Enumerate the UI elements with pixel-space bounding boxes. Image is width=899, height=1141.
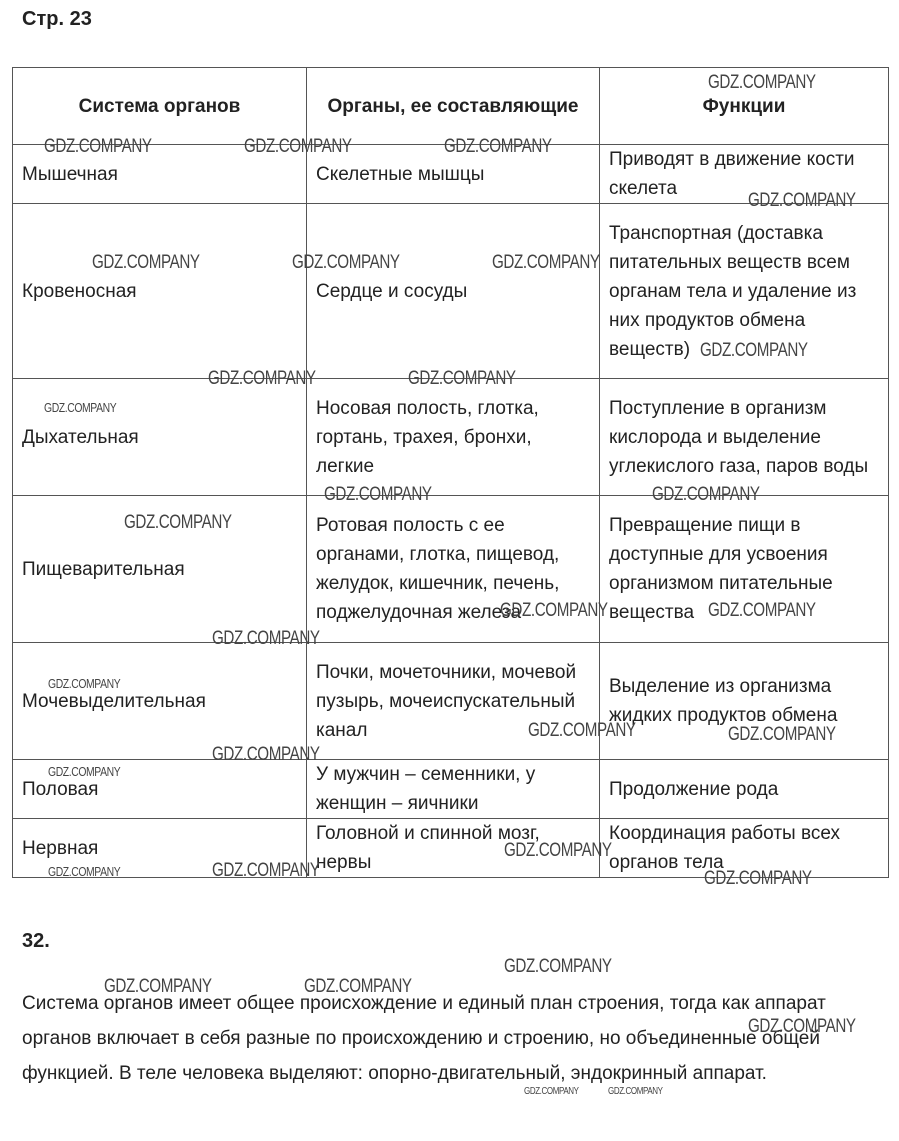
table-row	[13, 496, 889, 643]
watermark: GDZ.COMPANY	[48, 676, 121, 691]
watermark: GDZ.COMPANY	[700, 340, 808, 361]
functions-cell: Продолжение рода	[600, 760, 889, 819]
watermark: GDZ.COMPANY	[208, 368, 316, 389]
watermark: GDZ.COMPANY	[324, 484, 432, 505]
watermark: GDZ.COMPANY	[304, 976, 412, 997]
organs-cell: Скелетные мышцы	[307, 145, 600, 204]
watermark: GDZ.COMPANY	[748, 190, 856, 211]
watermark: GDZ.COMPANY	[504, 840, 612, 861]
functions-cell: Выделение из организма жидких продуктов обмена	[600, 643, 889, 760]
watermark: GDZ.COMPANY	[524, 1086, 579, 1097]
watermark: GDZ.COMPANY	[608, 1086, 663, 1097]
watermark: GDZ.COMPANY	[212, 628, 320, 649]
watermark: GDZ.COMPANY	[528, 720, 636, 741]
table-row	[13, 145, 889, 204]
table-row	[13, 643, 889, 760]
watermark: GDZ.COMPANY	[104, 976, 212, 997]
watermark: GDZ.COMPANY	[44, 136, 152, 157]
organ-systems-table	[12, 67, 889, 878]
organs-cell: Носовая полость, глотка, гортань, трахея, бронхи, легкие	[307, 379, 600, 496]
functions-cell: Поступление в организм кислорода и выделение углекислого газа, паров воды	[600, 379, 889, 496]
system-cell: Пищеварительная	[13, 496, 307, 643]
watermark: GDZ.COMPANY	[652, 484, 760, 505]
system-cell: Мышечная	[13, 145, 307, 204]
watermark: GDZ.COMPANY	[292, 252, 400, 273]
watermark: GDZ.COMPANY	[704, 868, 812, 889]
watermark: GDZ.COMPANY	[492, 252, 600, 273]
organs-cell: У мужчин – семенники, у женщин – яичники	[307, 760, 600, 819]
functions-cell: Приводят в движение кости скелета	[600, 145, 889, 204]
watermark: GDZ.COMPANY	[500, 600, 608, 621]
functions-cell: Превращение пищи в доступные для усвоения организмом питательные вещества	[600, 496, 889, 643]
watermark: GDZ.COMPANY	[408, 368, 516, 389]
watermark: GDZ.COMPANY	[748, 1016, 856, 1037]
watermark: GDZ.COMPANY	[708, 600, 816, 621]
table-row	[13, 379, 889, 496]
column-header: Система органов	[13, 68, 307, 145]
system-cell: Дыхательная	[13, 379, 307, 496]
watermark: GDZ.COMPANY	[444, 136, 552, 157]
watermark: GDZ.COMPANY	[708, 72, 816, 93]
watermark: GDZ.COMPANY	[48, 864, 121, 879]
functions-cell: Транспортная (доставка питательных веществ всем органам тела и удаление из них продуктов обмена веществ)	[600, 204, 889, 379]
functions-cell: Координация работы всех органов тела	[600, 819, 889, 878]
question-number: 32.	[22, 930, 50, 952]
system-cell: Мочевыделительная	[13, 643, 307, 760]
organs-cell: Ротовая полость с ее органами, глотка, пищевод, желудок, кишечник, печень, поджелудочная железа	[307, 496, 600, 643]
page-title: Стр. 23	[22, 8, 92, 30]
organs-cell: Сердце и сосуды	[307, 204, 600, 379]
system-cell: Нервная	[13, 819, 307, 878]
table-row	[13, 204, 889, 379]
organs-cell: Почки, мочеточники, мочевой пузырь, мочеиспускательный канал	[307, 643, 600, 760]
watermark: GDZ.COMPANY	[44, 400, 117, 415]
watermark: GDZ.COMPANY	[212, 860, 320, 881]
watermark: GDZ.COMPANY	[48, 764, 121, 779]
table-row	[13, 760, 889, 819]
organs-cell: Головной и спинной мозг, нервы	[307, 819, 600, 878]
table-header-row	[13, 68, 889, 145]
watermark: GDZ.COMPANY	[728, 724, 836, 745]
watermark: GDZ.COMPANY	[244, 136, 352, 157]
system-cell: Кровеносная	[13, 204, 307, 379]
table-row	[13, 819, 889, 878]
answer-text: Система органов имеет общее происхождение и единый план строения, тогда как аппарат органов включает в себя разные по происхождению и строению, но объединенные общей функцией. В теле человека выделяют: опорно-двигательный, эндокринный аппарат.	[22, 993, 826, 1084]
watermark: GDZ.COMPANY	[212, 744, 320, 765]
column-header: Органы, ее составляющие	[307, 68, 600, 145]
watermark: GDZ.COMPANY	[124, 512, 232, 533]
watermark: GDZ.COMPANY	[92, 252, 200, 273]
watermark: GDZ.COMPANY	[504, 956, 612, 977]
column-header: Функции	[600, 68, 889, 145]
system-cell: Половая	[13, 760, 307, 819]
